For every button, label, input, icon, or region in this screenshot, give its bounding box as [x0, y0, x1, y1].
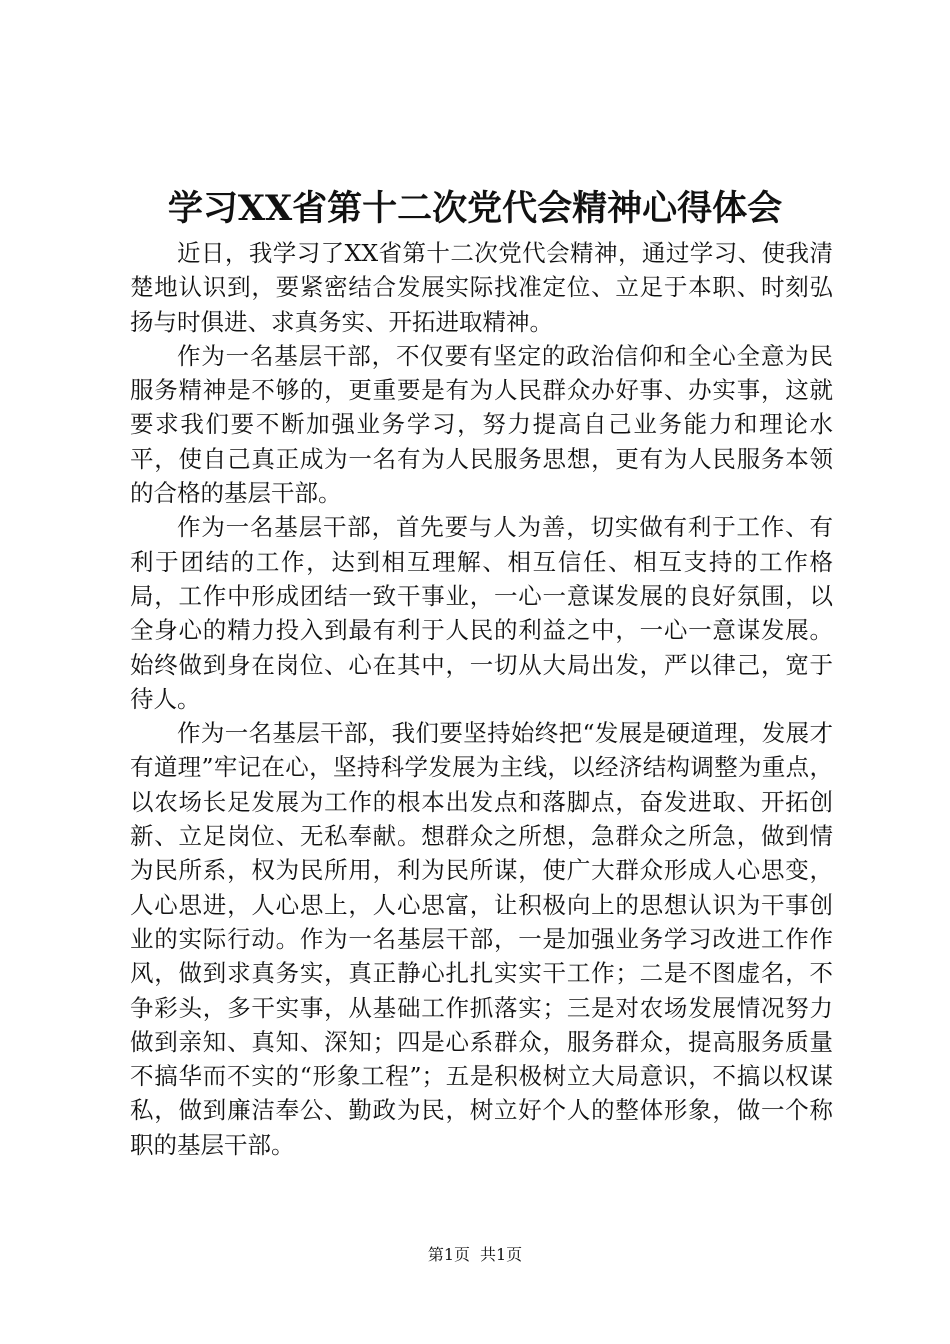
- paragraph-1: 近日，我学习了XX省第十二次党代会精神，通过学习、使我清楚地认识到，要紧密结合发展实际找准定位、立足于本职、时刻弘扬与时俱进、求真务实、开拓进取精神。: [130, 239, 833, 336]
- document-title: 学习XX省第十二次党代会精神心得体会: [167, 188, 783, 229]
- document-body: [130, 236, 833, 1162]
- page-footer: [0, 1244, 950, 1266]
- page-number-current: 第1页: [427, 1245, 470, 1264]
- paragraph-4: 作为一名基层干部，我们要坚持始终把“发展是硬道理，发展才有道理”牢记在心，坚持科学发展为主线，以经济结构调整为重点，以农场长足发展为工作的根本出发点和落脚点，奋发进取、开拓创新、立足岗位、无私奉献。想群众之所想，急群众之所急，做到情为民所系，权为民所用，利为民所谋，使广大群众形成人心思变，人心思进，人心思上，人心思富，让积极向上的思想认识为干事创业的实际行动。作为一名基层干部，一是加强业务学习改进工作作风，做到求真务实，真正静心扎扎实实干工作；二是不图虚名，不争彩头，多干实事，从基础工作抓落实；三是对农场发展情况努力做到亲知、真知、深知；四是心系群众，服务群众，提高服务质量不搞华而不实的“形象工程”；五是积极树立大局意识，不搞以权谋私，做到廉洁奉公、勤政为民，树立好个人的整体形象，做一个称职的基层干部。: [130, 719, 833, 1159]
- paragraph-2: 作为一名基层干部，不仅要有坚定的政治信仰和全心全意为民服务精神是不够的，更重要是有为人民群众办好事、办实事，这就要求我们要不断加强业务学习，努力提高自己业务能力和理论水平，使自己真正成为一名有为人民服务思想，更有为人民服务本领的合格的基层干部。: [130, 341, 833, 508]
- paragraph-3: 作为一名基层干部，首先要与人为善，切实做有利于工作、有利于团结的工作，达到相互理解、相互信任、相互支持的工作格局，工作中形成团结一致干事业，一心一意谋发展的良好氛围，以全身心的精力投入到最有利于人民的利益之中，一心一意谋发展。始终做到身在岗位、心在其中，一切从大局出发，严以律己，宽于待人。: [130, 513, 833, 713]
- page-number-total: 共1页: [480, 1245, 523, 1264]
